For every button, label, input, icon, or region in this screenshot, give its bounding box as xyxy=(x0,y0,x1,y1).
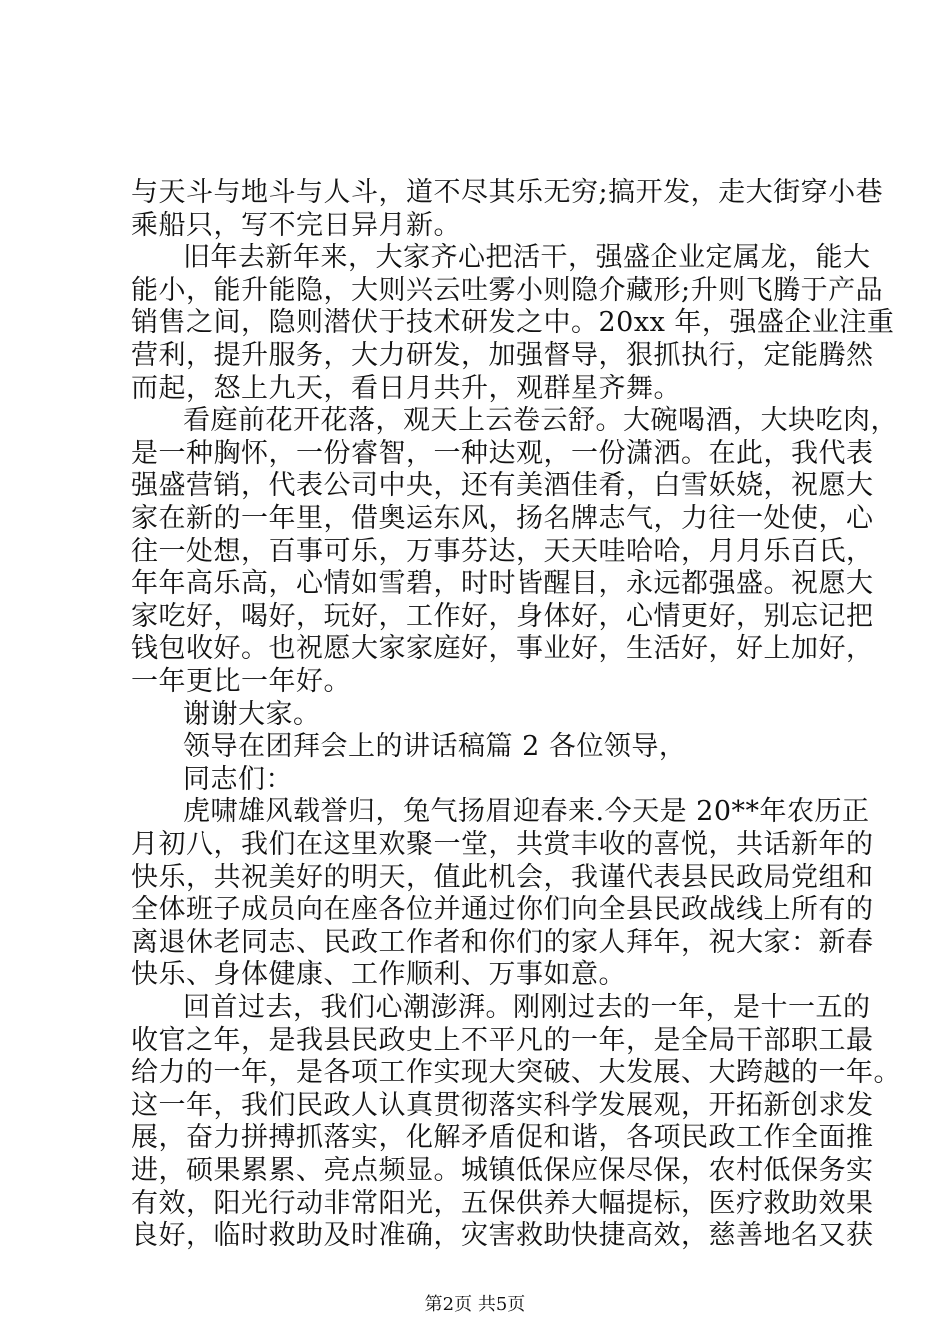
text-line: 全体班子成员向在座各位并通过你们向全县民政战线上所有的 xyxy=(131,894,874,926)
page-footer: 第2页 共5页 xyxy=(424,1294,526,1315)
text-line: 同志们： xyxy=(183,763,293,795)
text-line: 有效，阳光行动非常阳光，五保供养大幅提标，医疗救助效果 xyxy=(131,1187,874,1219)
text-line: 快乐，共祝美好的明天，值此机会，我谨代表县民政局党组和 xyxy=(131,861,874,893)
text-line: 进，硕果累累、亮点频显。城镇低保应保尽保，农村低保务实 xyxy=(131,1155,874,1186)
text-line: 家吃好，喝好，玩好，工作好，身体好，心情更好，别忘记把 xyxy=(131,600,874,632)
text-line: 而起，怒上九天，看日月共升，观群星齐舞。 xyxy=(131,372,681,404)
text-line: 一年更比一年好。 xyxy=(131,666,351,697)
text-line: 回首过去，我们心潮澎湃。刚刚过去的一年，是十一五的 xyxy=(183,992,871,1023)
text-line: 谢谢大家。 xyxy=(183,698,321,730)
text-line: 钱包收好。也祝愿大家家庭好，事业好，生活好，好上加好， xyxy=(131,633,874,665)
text-line: 离退休老同志、民政工作者和你们的家人拜年，祝大家：新春 xyxy=(131,926,874,958)
text-line: 强盛营销，代表公司中央，还有美酒佳肴，白雪妖娆，祝愿大 xyxy=(131,470,874,502)
text-line: 旧年去新年来，大家齐心把活干，强盛企业定属龙，能大 xyxy=(183,242,871,274)
text-line: 营利，提升服务，大力研发，加强督导，狠抓执行，定能腾然 xyxy=(131,340,874,371)
text-line: 月初八，我们在这里欢聚一堂，共赏丰收的喜悦，共话新年的 xyxy=(131,829,874,860)
text-line: 收官之年，是我县民政史上不平凡的一年，是全局干部职工最 xyxy=(131,1024,874,1056)
text-line: 给力的一年，是各项工作实现大突破、大发展、大跨越的一年。 xyxy=(131,1057,901,1089)
text-line: 能小，能升能隐，大则兴云吐雾小则隐介藏形;升则飞腾于产品 xyxy=(131,274,884,306)
text-line: 领导在团拜会上的讲话稿篇 2 各位领导， xyxy=(183,731,687,763)
text-line: 展，奋力拼搏抓落实，化解矛盾促和谐，各项民政工作全面推 xyxy=(131,1122,874,1154)
text-line: 销售之间，隐则潜伏于技术研发之中。20xx 年，强盛企业注重 xyxy=(131,307,895,339)
text-line: 乘船只，写不完日异月新。 xyxy=(131,209,461,241)
text-line: 是一种胸怀，一份睿智，一种达观，一份潇洒。在此，我代表 xyxy=(131,437,874,469)
text-line: 家在新的一年里，借奥运东风，扬名牌志气，力往一处使，心 xyxy=(131,503,874,534)
text-line: 良好，临时救助及时准确，灾害救助快捷高效，慈善地名又获 xyxy=(131,1220,874,1252)
text-line: 与天斗与地斗与人斗，道不尽其乐无穷;搞开发，走大街穿小巷 xyxy=(131,177,884,208)
text-line: 往一处想，百事可乐，万事芬达，天天哇哈哈，月月乐百氏， xyxy=(131,535,874,567)
text-line: 这一年，我们民政人认真贯彻落实科学发展观，开拓新创求发 xyxy=(131,1089,874,1121)
text-line: 年年高乐高，心情如雪碧，时时皆醒目，永远都强盛。祝愿大 xyxy=(131,568,874,600)
text-line: 看庭前花开花落，观天上云卷云舒。大碗喝酒，大块吃肉， xyxy=(183,405,898,437)
text-line: 快乐、身体健康、工作顺利、万事如意。 xyxy=(131,959,626,991)
text-line: 虎啸雄风载誉归，兔气扬眉迎春来.今天是 20**年农历正 xyxy=(183,796,870,828)
